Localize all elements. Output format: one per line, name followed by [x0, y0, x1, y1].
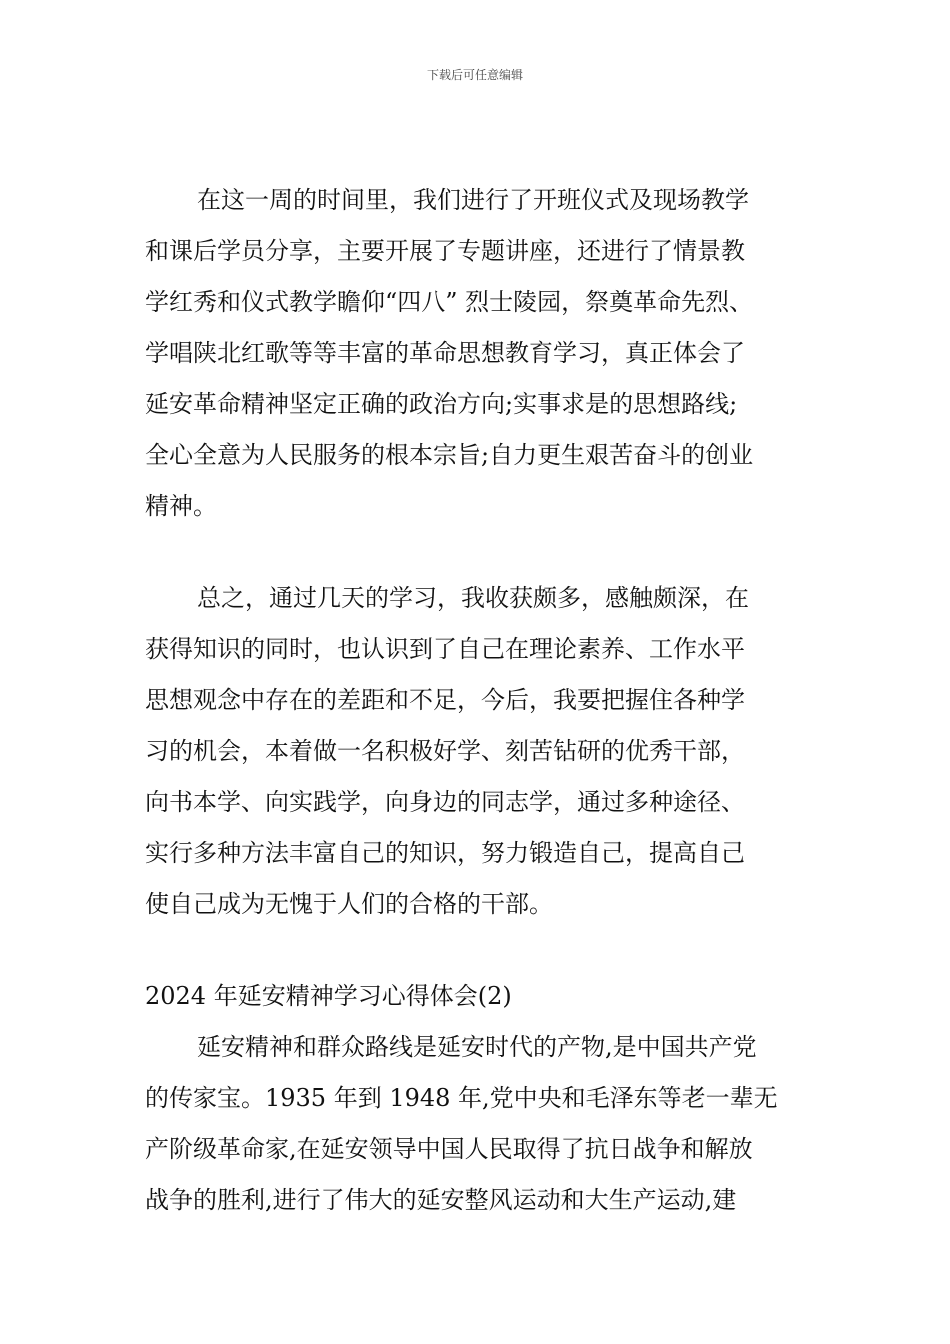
page-header-note: 下载后可任意编辑	[426, 68, 523, 82]
text-line: 思想观念中存在的差距和不足，今后，我要把握住各种学	[145, 686, 745, 714]
text-line: 全心全意为人民服务的根本宗旨;自力更生艰苦奋斗的创业	[145, 441, 754, 469]
text-line: 总之，通过几天的学习，我收获颇多，感触颇深，在	[197, 584, 749, 612]
text-line: 习的机会，本着做一名积极好学、刻苦钻研的优秀干部，	[145, 737, 745, 765]
text-line: 和课后学员分享，主要开展了专题讲座，还进行了情景教	[145, 237, 745, 265]
text-line: 延安精神和群众路线是延安时代的产物,是中国共产党	[197, 1033, 757, 1061]
text-line: 产阶级革命家,在延安领导中国人民取得了抗日战争和解放	[145, 1135, 753, 1163]
text-line: 学唱陕北红歌等等丰富的革命思想教育学习，真正体会了	[145, 339, 745, 367]
text-line: 精神。	[145, 492, 217, 520]
text-line: 的传家宝。1935 年到 1948 年,党中央和毛泽东等老一辈无	[145, 1084, 778, 1112]
text-line: 在这一周的时间里，我们进行了开班仪式及现场教学	[197, 186, 749, 214]
section-heading-text: 2024 年延安精神学习心得体会(2)	[145, 982, 512, 1010]
paragraph-1	[145, 175, 810, 532]
text-line: 获得知识的同时，也认识到了自己在理论素养、工作水平	[145, 635, 745, 663]
paragraph-2	[145, 573, 810, 930]
text-line: 使自己成为无愧于人们的合格的干部。	[145, 890, 553, 918]
paragraph-3	[145, 1022, 810, 1226]
text-line: 战争的胜利,进行了伟大的延安整风运动和大生产运动,建	[145, 1186, 737, 1214]
text-line: 实行多种方法丰富自己的知识，努力锻造自己，提高自己	[145, 839, 745, 867]
text-line: 延安革命精神坚定正确的政治方向;实事求是的思想路线;	[145, 390, 738, 418]
section-heading	[145, 971, 810, 1022]
text-line: 向书本学、向实践学，向身边的同志学，通过多种途径、	[145, 788, 745, 816]
text-line: 学红秀和仪式教学瞻仰“四八” 烈士陵园，祭奠革命先烈、	[145, 288, 754, 316]
